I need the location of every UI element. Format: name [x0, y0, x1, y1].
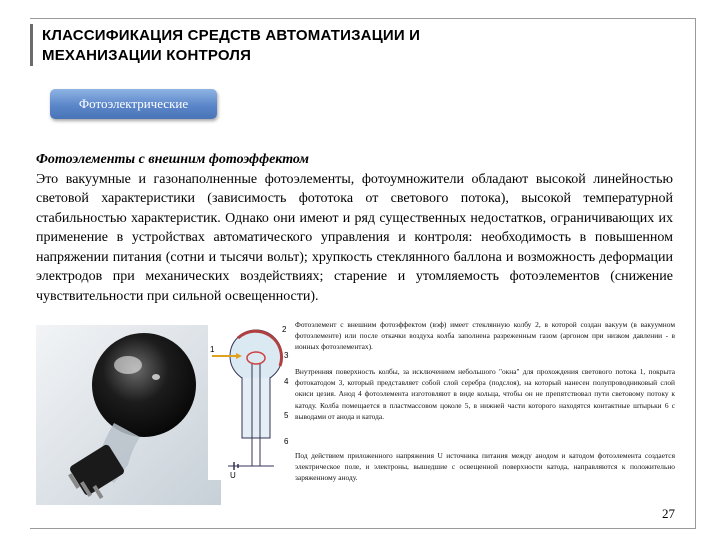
slide-frame-bottom — [30, 528, 696, 529]
diagram-label-1: 1 — [210, 345, 215, 354]
diagram-label-u: U — [230, 471, 236, 480]
diagram-caption-2: Внутренняя поверхность колбы, за исключением небольшого "окна" для прохождения светового потока 1, покрыта фотокатодом 3, который представляет собой слой серебра (подслоя), на который нанесен полупроводниковый слой окиси цезия. Анод 4 фотоэлемента изготовляют в виде кольца, чтобы он не препятствовал пути световому потоку к катоду. Колба помещается в пластмассовом цоколе 5, в нижней части которого находятся контактные штырьки 6 с выводами от анода и катода. — [295, 367, 675, 421]
diagram-label-5: 5 — [284, 411, 289, 420]
slide-frame-top — [30, 18, 696, 19]
photocell-photo-drawing — [36, 325, 221, 505]
photocell-diagram — [208, 318, 294, 480]
slide-title — [42, 26, 602, 66]
diagram-label-4: 4 — [284, 377, 289, 386]
diagram-caption-3: Под действием приложенного напряжения U источника питания между анодом и катодом фотоэлемента создается электрическое поле, и электроны, вышедшие с освещенной поверхности катода, направляются к положительно заряженному аноду. — [295, 451, 675, 483]
slide-frame-right — [695, 18, 696, 528]
photocell-photo — [36, 325, 221, 505]
diagram-label-2: 2 — [282, 325, 287, 334]
diagram-label-3: 3 — [284, 351, 289, 360]
slide-title-line-1: КЛАССИФИКАЦИЯ СРЕДСТВ АВТОМАТИЗАЦИИ И — [42, 27, 421, 44]
diagram-caption-1: Фотоэлемент с внешним фотоэффектом (вэф) имеет стеклянную колбу 2, в которой создан вакуум (в вакуумном фотоэлементе) или после откачки воздуха колба заполнена разреженным газом (аргоном при низком давлении - в ионных фотоэлементах). — [295, 320, 675, 352]
slide-title-line-2: МЕХАНИЗАЦИИ КОНТРОЛЯ — [42, 47, 252, 64]
photocell-diagram-drawing — [208, 318, 294, 480]
diagram-label-6: 6 — [284, 437, 289, 446]
section-paragraph: Это вакуумные и газонаполненные фотоэлементы, фотоумножители обладают высокой линейностью световой характеристики (зависимость фототока от светового потока), высокой температурной стабильностью характеристик. Однако они имеют и ряд существенных недостатков, ограничивающих их применение в устройствах автоматического управления и контроля: необходимость в повышенном напряжении питания (сотни и тысячи вольт); хрупкость стеклянного баллона и возможность деформации электродов при механических воздействиях; старение и утомляемость фотоэлементов (снижение чувствительности при сильной освещенности). — [36, 171, 673, 304]
section-heading: Фотоэлементы с внешним фотоэффектом — [36, 152, 309, 167]
title-accent-bar — [30, 24, 33, 66]
category-badge: Фотоэлектрические — [50, 89, 217, 119]
main-text — [36, 150, 673, 306]
page-number: 27 — [662, 506, 675, 521]
